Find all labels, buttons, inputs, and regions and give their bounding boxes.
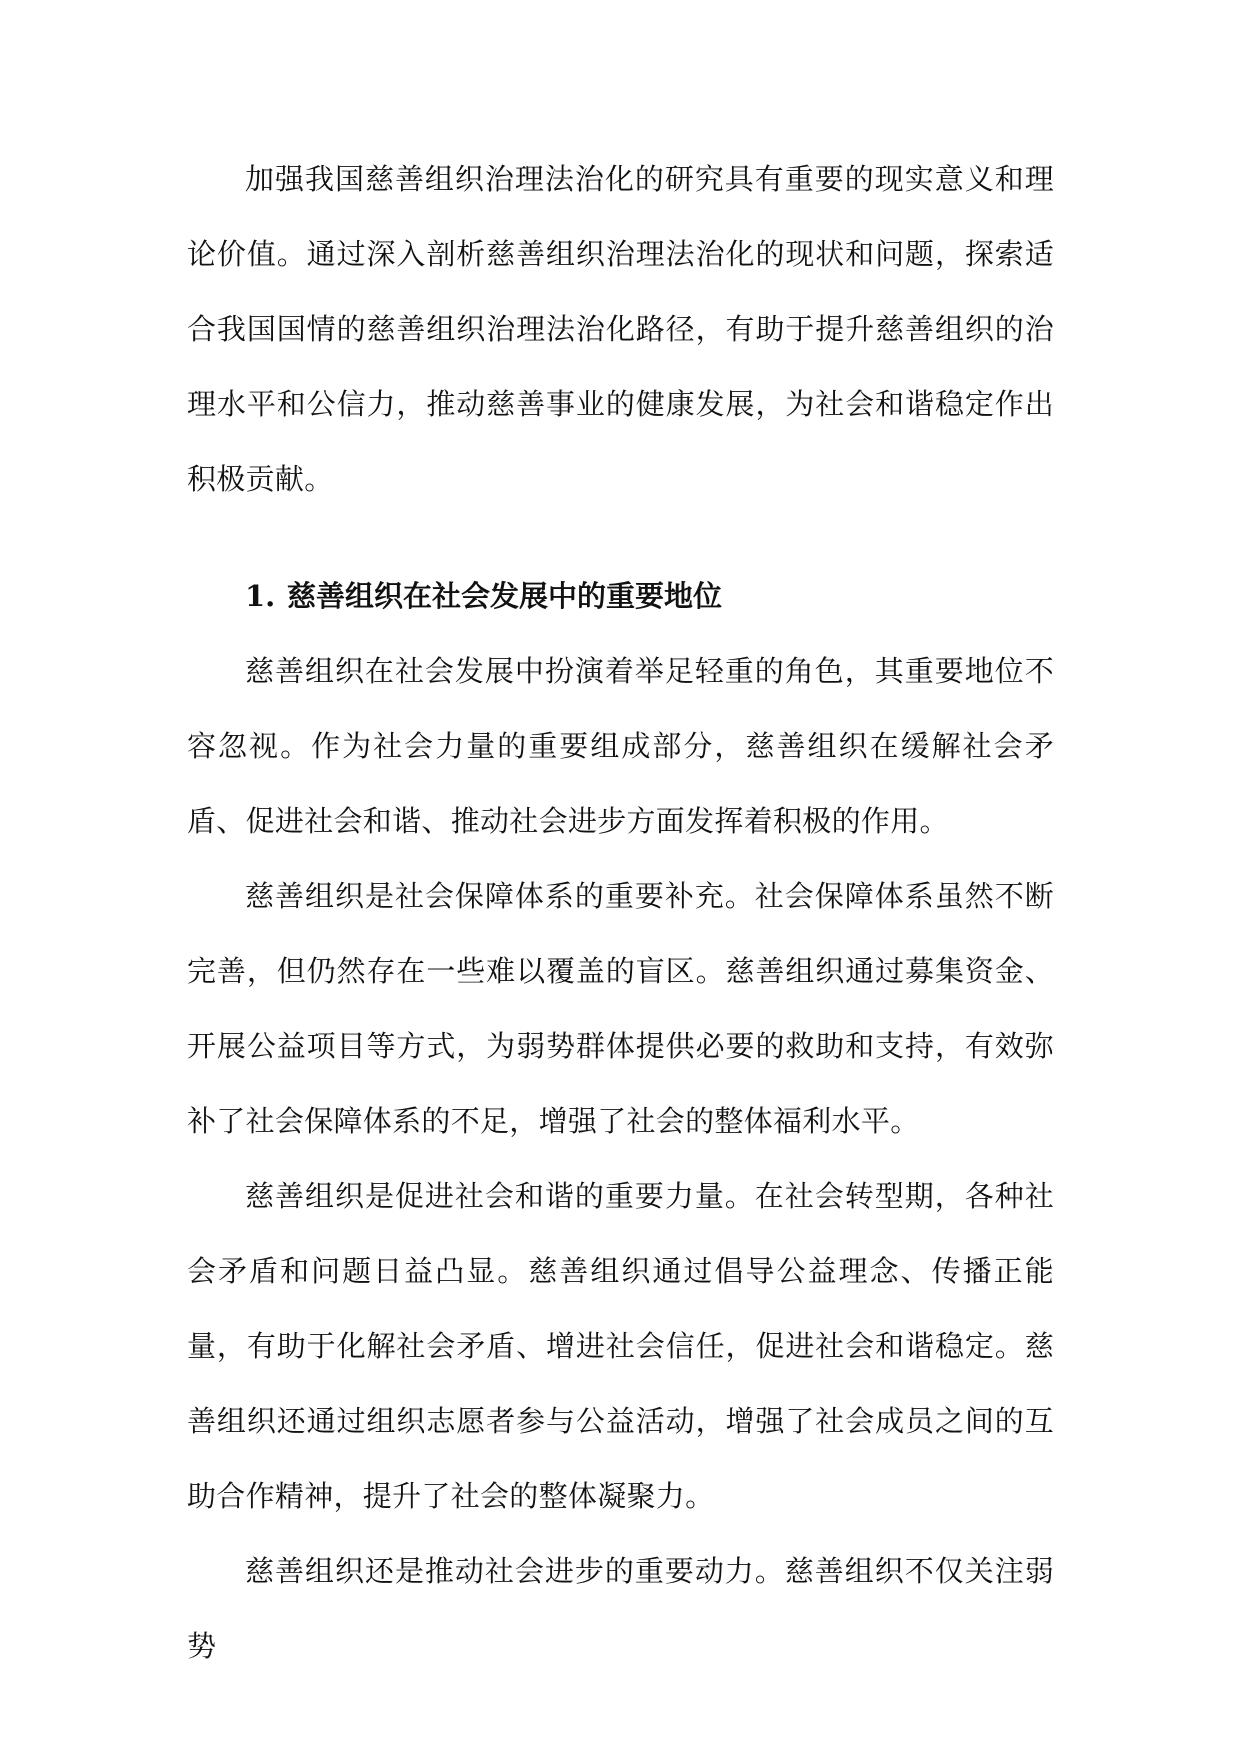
section-heading [187, 559, 1054, 634]
body-paragraph-3: 慈善组织是促进社会和谐的重要力量。在社会转型期，各种社会矛盾和问题日益凸显。慈善组织通过倡导公益理念、传播正能量，有助于化解社会矛盾、增进社会信任，促进社会和谐稳定。慈善组织还通过组织志愿者参与公益活动，增强了社会成员之间的互助合作精神，提升了社会的整体凝聚力。 [187, 1179, 1054, 1513]
section-number: 1. [245, 579, 276, 613]
intro-paragraph: 加强我国慈善组织治理法治化的研究具有重要的现实意义和理论价值。通过深入剖析慈善组织治理法治化的现状和问题，探索适合我国国情的慈善组织治理法治化路径，有助于提升慈善组织的治理水平和公信力，推动慈善事业的健康发展，为社会和谐稳定作出积极贡献。 [187, 162, 1054, 496]
document-body [187, 142, 1054, 1684]
body-paragraph-4: 慈善组织还是推动社会进步的重要动力。慈善组织不仅关注弱势 [187, 1554, 1054, 1663]
body-paragraph-2: 慈善组织是社会保障体系的重要补充。社会保障体系虽然不断完善，但仍然存在一些难以覆盖的盲区。慈善组织通过募集资金、开展公益项目等方式，为弱势群体提供必要的救助和支持，有效弥补了社会保障体系的不足，增强了社会的整体福利水平。 [187, 879, 1054, 1138]
section-title: 慈善组织在社会发展中的重要地位 [287, 579, 723, 613]
body-paragraph-1: 慈善组织在社会发展中扮演着举足轻重的角色，其重要地位不容忽视。作为社会力量的重要组成部分，慈善组织在缓解社会矛盾、促进社会和谐、推动社会进步方面发挥着积极的作用。 [187, 654, 1054, 838]
